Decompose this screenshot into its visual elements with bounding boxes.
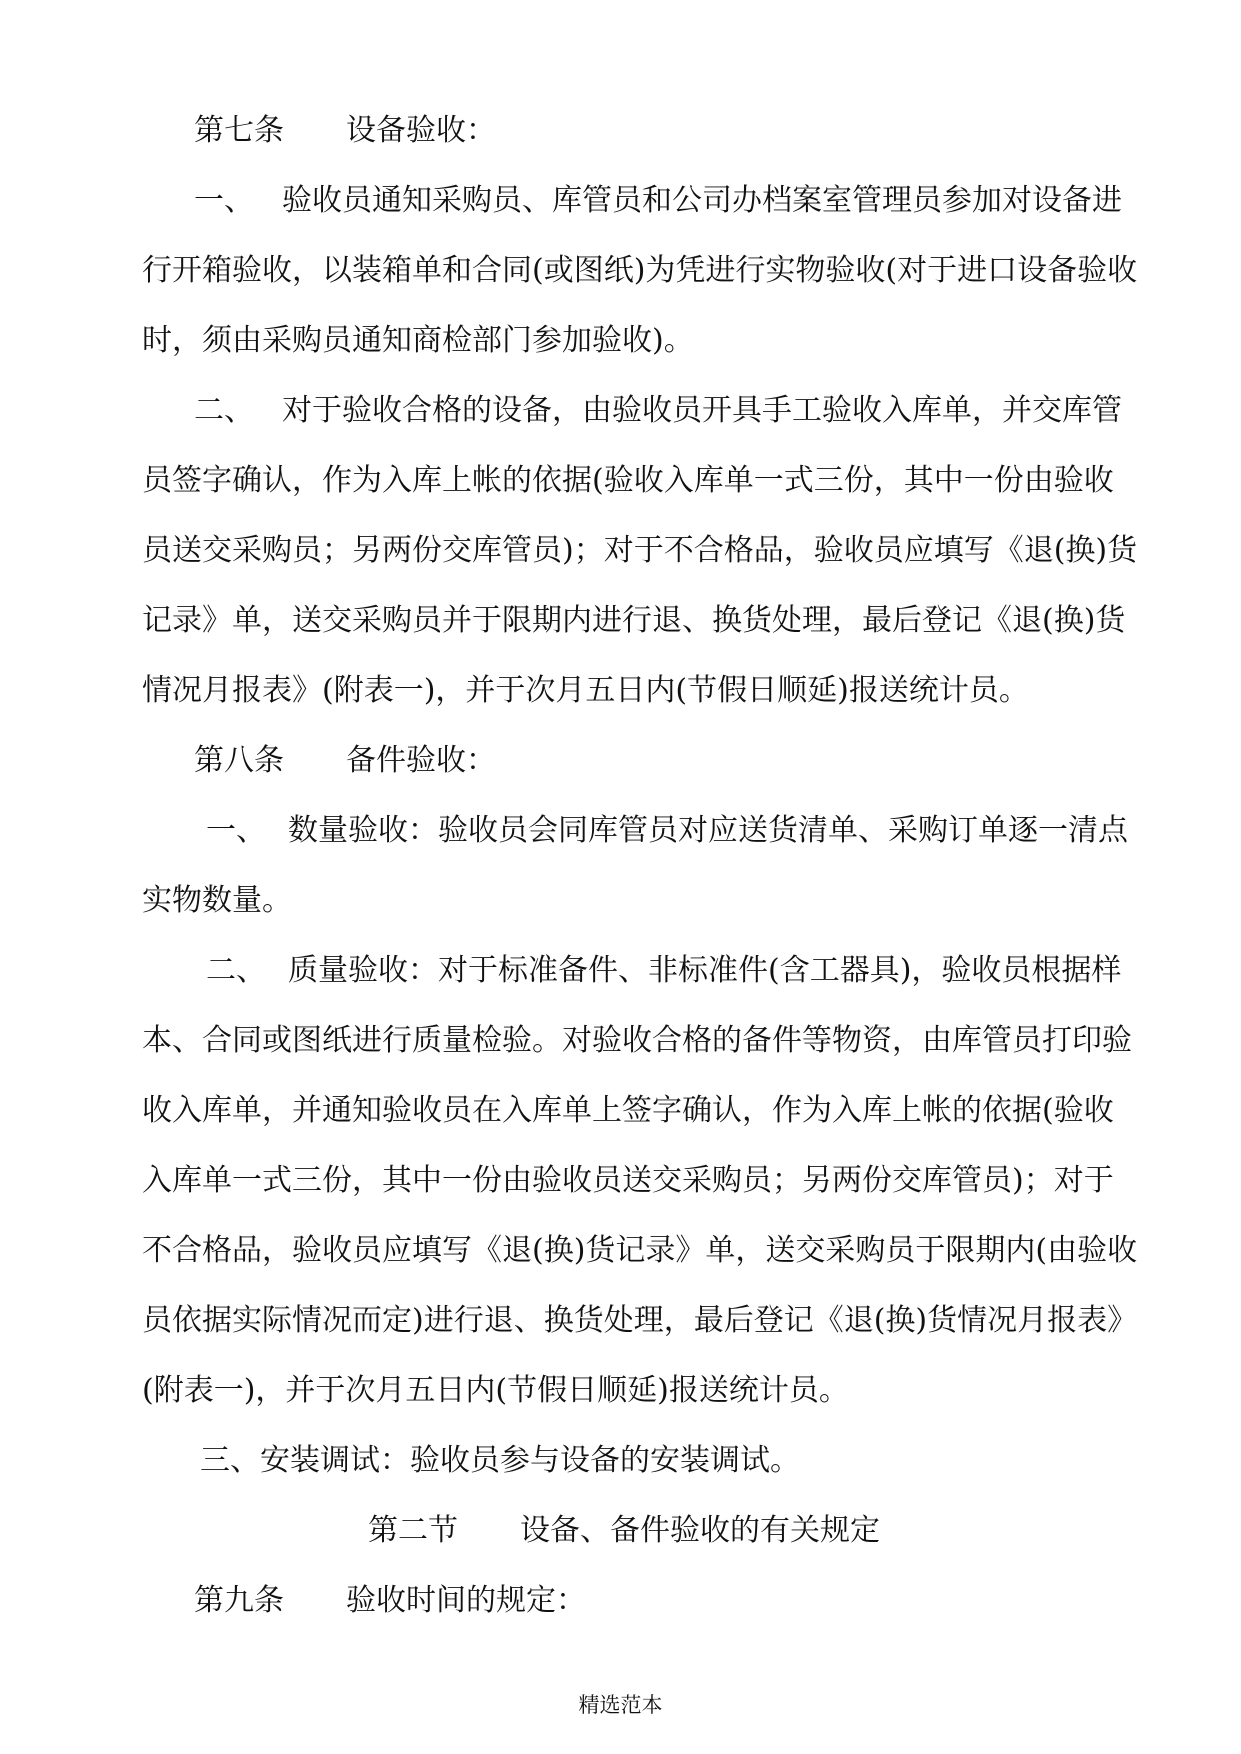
article-8-para-2-number: 二、 xyxy=(206,953,266,988)
article-7-para-1-line-2: 行开箱验收，以装箱单和合同(或图纸)为凭进行实物验收(对于进口设备验收 xyxy=(142,253,1138,288)
article-7-para-2-number: 二、 xyxy=(194,393,254,428)
article-8-para-2-line-4: 入库单一式三份，其中一份由验收员送交采购员；另两份交库管员)；对于 xyxy=(142,1163,1114,1198)
article-7-para-2-line-5: 情况月报表》(附表一)，并于次月五日内(节假日顺延)报送统计员。 xyxy=(142,673,1029,708)
article-8-para-2-line-3: 收入库单，并通知验收员在入库单上签字确认，作为入库上帐的依据(验收 xyxy=(142,1093,1114,1128)
article-8-para-2-line-7: (附表一)，并于次月五日内(节假日顺延)报送统计员。 xyxy=(142,1373,849,1408)
page-footer: 精选范本 xyxy=(578,1693,663,1717)
article-8-para-2-line-6: 员依据实际情况而定)进行退、换货处理，最后登记《退(换)货情况月报表》 xyxy=(142,1303,1138,1338)
article-7-heading xyxy=(194,111,496,151)
article-8-para-1-number: 一、 xyxy=(206,813,266,848)
article-7-para-1-line-1: 一、 验收员通知采购员、库管员和公司办档案室管理员参加对设备进 xyxy=(194,183,1122,218)
article-8-para-3: 三、安装调试：验收员参与设备的安装调试。 xyxy=(200,1443,800,1478)
article-7-para-2-line-1: 二、 对于验收合格的设备，由验收员开具手工验收入库单，并交库管 xyxy=(194,393,1122,428)
article-7-para-2-line-4: 记录》单，送交采购员并于限期内进行退、换货处理，最后登记《退(换)货 xyxy=(142,603,1126,638)
section-2-title: 设备、备件验收的有关规定 xyxy=(520,1513,880,1548)
article-7-para-1-number: 一、 xyxy=(194,183,254,218)
article-7-para-2-line-3: 员送交采购员；另两份交库管员)；对于不合格品，验收员应填写《退(换)货 xyxy=(142,533,1138,568)
article-8-title: 备件验收： xyxy=(346,743,496,778)
section-2-number: 第二节 xyxy=(368,1513,458,1548)
article-7-para-2-line-2: 员签字确认，作为入库上帐的依据(验收入库单一式三份，其中一份由验收 xyxy=(142,463,1114,498)
article-8-para-1-line-1: 一、 数量验收：验收员会同库管员对应送货清单、采购订单逐一清点 xyxy=(206,813,1128,848)
article-7-title: 设备验收： xyxy=(346,113,496,148)
article-8-para-2-line-1: 二、 质量验收：对于标准备件、非标准件(含工器具)，验收员根据样 xyxy=(206,953,1122,988)
article-9-heading xyxy=(194,1581,586,1621)
article-8-para-2-line-2: 本、合同或图纸进行质量检验。对验收合格的备件等物资，由库管员打印验 xyxy=(142,1023,1132,1058)
article-7-number: 第七条 xyxy=(194,113,284,148)
article-8-number: 第八条 xyxy=(194,743,284,778)
article-9-title: 验收时间的规定： xyxy=(346,1583,586,1618)
article-7-para-1-line-3: 时，须由采购员通知商检部门参加验收)。 xyxy=(142,323,694,358)
section-2-heading xyxy=(368,1511,880,1551)
article-8-para-1-line-2: 实物数量。 xyxy=(142,883,292,918)
article-8-heading xyxy=(194,741,496,781)
article-9-number: 第九条 xyxy=(194,1583,284,1618)
article-8-para-2-line-5: 不合格品，验收员应填写《退(换)货记录》单，送交采购员于限期内(由验收 xyxy=(142,1233,1138,1268)
